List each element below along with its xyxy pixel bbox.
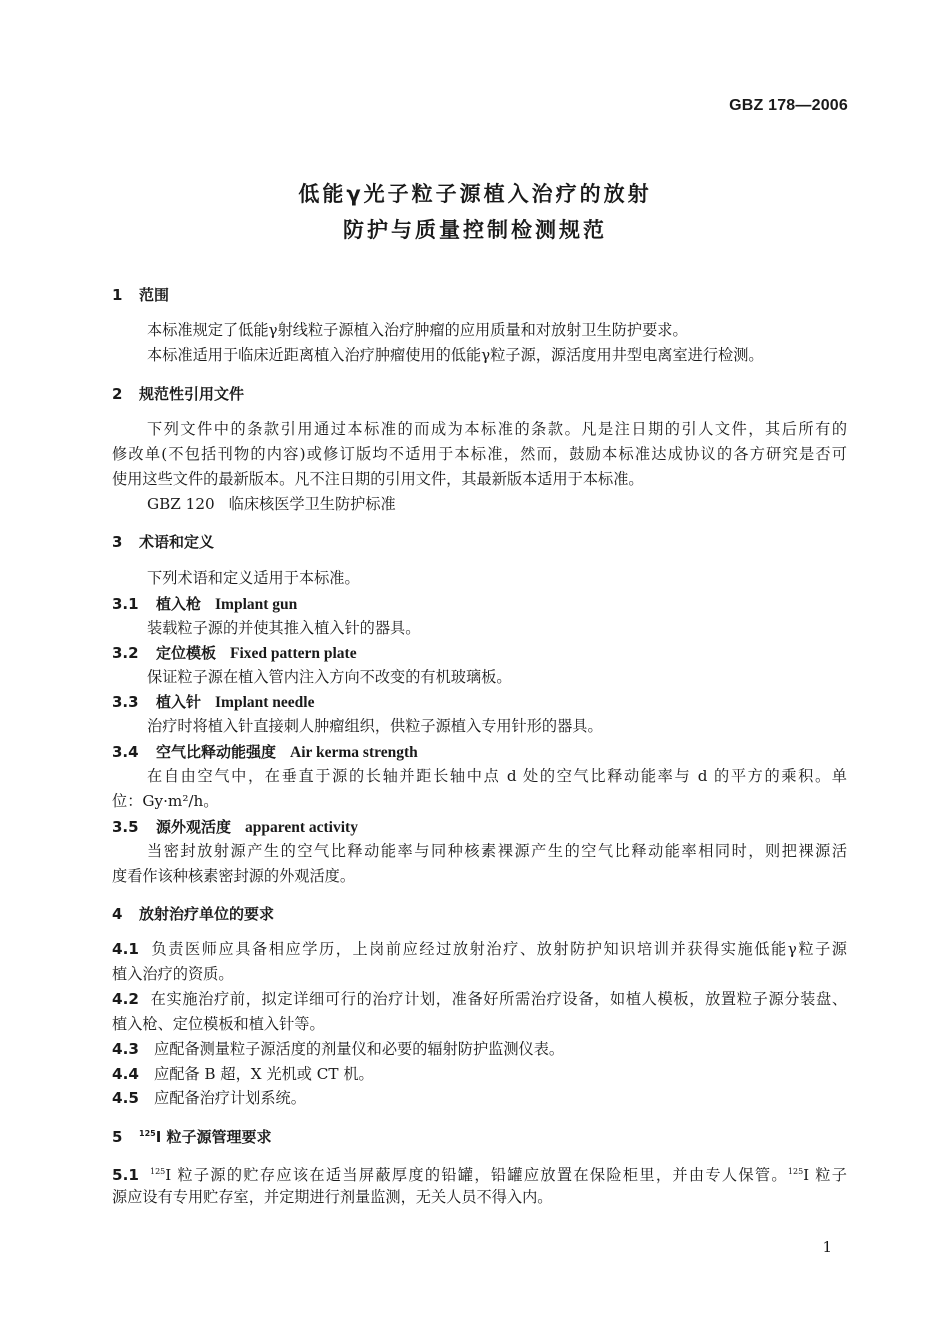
clause-4-2 <box>112 989 847 1009</box>
section-title: 术语和定义 <box>139 533 215 551</box>
section-3-heading <box>112 531 214 552</box>
clause-text: 植入枪、定位模板和植入针等。 <box>112 1015 325 1033</box>
paragraph: 下列文件中的条款引用通过本标准的而成为本标准的条款。凡是注日期的引人文件，其后所有的 <box>147 420 847 438</box>
section-title: 规范性引用文件 <box>139 385 245 403</box>
document-title-line-2: 防护与质量控制检测规范 <box>343 218 607 242</box>
clause-4-5 <box>112 1088 306 1108</box>
reference-title: 临床核医学卫生防护标准 <box>228 495 396 513</box>
term-3-2 <box>112 642 357 663</box>
section-1-heading <box>112 284 169 305</box>
section-number: 3 <box>112 533 123 551</box>
term-chinese: 植入枪 <box>156 595 202 613</box>
paragraph: 修改单(不包括刊物的内容)或修订版均不适用于本标准，然而，鼓励本标准达成协议的各方研究是否可 <box>112 445 847 463</box>
isotope-superscript: 125 <box>139 1129 156 1138</box>
term-definition: 当密封放射源产生的空气比释动能率与同种核素裸源产生的空气比释动能率相同时，则把裸源活 <box>147 842 847 860</box>
section-title: 放射治疗单位的要求 <box>139 905 275 923</box>
clause-5-1 <box>112 1162 847 1185</box>
term-definition: 装载粒子源的并使其推入植入针的器具。 <box>147 619 421 637</box>
clause-4-3 <box>112 1039 564 1059</box>
section-5-heading <box>112 1126 272 1147</box>
clause-number: 4.2 <box>112 990 139 1008</box>
clause-text: 源应设有专用贮存室，并定期进行剂量监测，无关人员不得入内。 <box>112 1188 553 1206</box>
clause-text: 负责医师应具备相应学历，上岗前应经过放射治疗、放射防护知识培训并获得实施低能γ粒子源 <box>150 940 847 958</box>
section-number: 5 <box>112 1128 123 1146</box>
section-4-heading <box>112 903 274 924</box>
standard-code: GBZ 178—2006 <box>729 97 848 114</box>
term-number: 3.3 <box>112 693 139 711</box>
clause-number: 4.5 <box>112 1089 139 1107</box>
term-3-1 <box>112 593 297 614</box>
clause-text: I 粒子 <box>803 1166 847 1184</box>
clause-text: 应配备测量粒子源活度的剂量仪和必要的辐射防护监测仪表。 <box>154 1040 565 1058</box>
clause-text: 应配备治疗计划系统。 <box>154 1089 306 1107</box>
term-chinese: 源外观活度 <box>156 818 232 836</box>
clause-number: 4.3 <box>112 1040 139 1058</box>
normative-reference <box>147 494 396 514</box>
term-number: 3.4 <box>112 743 139 761</box>
reference-code: GBZ 120 <box>147 495 215 513</box>
isotope-superscript: 125 <box>150 1167 166 1176</box>
section-number: 2 <box>112 385 123 403</box>
term-definition: 位：Gy·m²/h。 <box>112 792 219 810</box>
term-3-3 <box>112 691 314 712</box>
term-3-4 <box>112 741 418 762</box>
term-number: 3.5 <box>112 818 139 836</box>
term-chinese: 空气比释动能强度 <box>156 743 277 761</box>
section-2-heading <box>112 383 244 404</box>
clause-text: 在实施治疗前，拟定详细可行的治疗计划，准备好所需治疗设备，如植人模板，放置粒子源分装盘、 <box>150 990 847 1008</box>
term-chinese: 植入针 <box>156 693 202 711</box>
page-number: 1 <box>822 1238 832 1256</box>
term-english: Implant needle <box>215 694 315 711</box>
term-3-5 <box>112 816 358 837</box>
clause-text: I 粒子源的贮存应该在适当屏蔽厚度的铅罐，铅罐应放置在保险柜里，并由专人保管。 <box>165 1166 788 1184</box>
paragraph: 本标准适用于临床近距离植入治疗肿瘤使用的低能γ粒子源，源活度用井型电离室进行检测。 <box>147 346 764 364</box>
clause-number: 5.1 <box>112 1166 139 1184</box>
section-number: 1 <box>112 286 123 304</box>
paragraph: 下列术语和定义适用于本标准。 <box>147 569 360 587</box>
paragraph: 本标准规定了低能γ射线粒子源植入治疗肿瘤的应用质量和对放射卫生防护要求。 <box>147 321 688 339</box>
document-title-line-1: 低能γ光子粒子源植入治疗的放射 <box>298 182 652 206</box>
clause-number: 4.4 <box>112 1065 139 1083</box>
term-definition: 治疗时将植入针直接刺人肿瘤组织，供粒子源植入专用针形的器具。 <box>147 717 603 735</box>
paragraph: 使用这些文件的最新版本。凡不注日期的引用文件，其最新版本适用于本标准。 <box>112 470 644 488</box>
term-number: 3.2 <box>112 644 139 662</box>
clause-text: 应配备 B 超，X 光机或 CT 机。 <box>154 1065 374 1083</box>
term-definition: 保证粒子源在植入管内注入方向不改变的有机玻璃板。 <box>147 668 512 686</box>
term-definition: 在自由空气中，在垂直于源的长轴并距长轴中点 d 处的空气比释动能率与 d 的平方的乘积。单 <box>147 767 847 785</box>
clause-4-4 <box>112 1064 374 1084</box>
section-title: 范围 <box>139 286 170 304</box>
section-title: I 粒子源管理要求 <box>155 1128 272 1146</box>
term-chinese: 定位模板 <box>156 644 217 662</box>
isotope-superscript: 125 <box>787 1167 804 1176</box>
term-english: Implant gun <box>215 596 298 613</box>
term-english: apparent activity <box>245 819 358 836</box>
term-english: Air kerma strength <box>290 744 418 761</box>
clause-text: 植入治疗的资质。 <box>112 965 234 983</box>
clause-4-1 <box>112 939 847 959</box>
term-english: Fixed pattern plate <box>230 645 357 662</box>
section-number: 4 <box>112 905 123 923</box>
clause-number: 4.1 <box>112 940 139 958</box>
term-definition: 度看作该种核素密封源的外观活度。 <box>112 867 355 885</box>
term-number: 3.1 <box>112 595 139 613</box>
